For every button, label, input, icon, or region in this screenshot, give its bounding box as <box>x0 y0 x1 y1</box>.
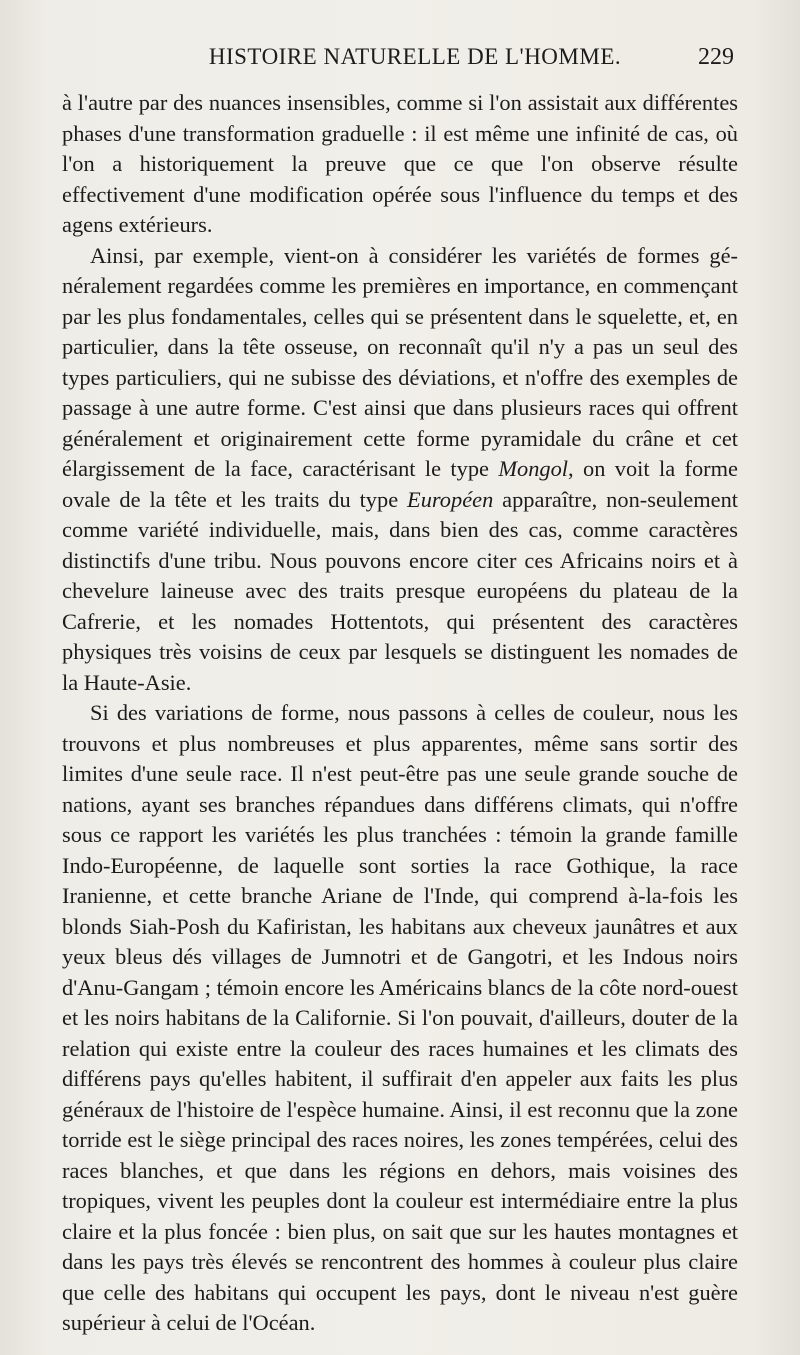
italic-term: Européen <box>407 486 494 512</box>
text-run: apparaître, non-seulement comme variété individuelle, mais, dans bien des cas, comme caractères distinctifs d'une tribu. Nous pouvons encore citer ces Africains noirs et à chevelure laineuse avec des traits presque européens du plateau de la Cafrerie, et les nomades Hottentots, qui présentent des caractères physiques très voisins de ceux par lesquels se distinguent les nomades de la Haute-Asie. <box>62 486 739 695</box>
text-run: à l'autre par des nuances insensibles, comme si l'on assistait aux différentes phases d'une transformation graduelle : il est même une infinité de cas, où l'on a historiquement la preuve que ce que l'on observe résulte effectivement d'une modification opérée sous l'influence du temps et des agens extérieurs. <box>62 90 738 237</box>
page-number: 229 <box>698 44 734 70</box>
running-head <box>62 44 738 80</box>
italic-term: Mongol <box>498 456 569 481</box>
paragraph <box>62 88 738 241</box>
paragraph <box>62 698 738 1339</box>
text-run: , on voit la forme ovale de la tête et les traits du type <box>62 456 738 512</box>
running-title: HISTOIRE NATURELLE DE L'HOMME. <box>208 44 622 69</box>
text-run: Ainsi, par exemple, vient-on à considérer les variétés de formes généralement regardées comme les premières en importance, en commençant par les plus fondamentales, celles qui se présentent dans le squelette, et, en particulier, dans la tête osseuse, on reconnaît qu'il n'y a pas un seul des types particuliers, qui ne subisse des déviations, et n'offre des exemples de passage à une autre forme. C'est ainsi que dans plusieurs races qui offrent généralement et originairement cette forme pyramidale du crâne et cet élargissement de la face, caractérisant le type <box>62 242 738 481</box>
body-text <box>62 88 738 1339</box>
text-run: Si des variations de forme, nous passons à celles de couleur, nous les trouvons et plus nombreuses et plus apparentes, même sans sortir des limites d'une seule race. Il n'est peut-être pas une seule grande souche de nations, ayant ses branches répandues dans différens climats, qui n'offre sous ce rapport les variétés les plus tranchées : témoin la grande famille Indo-Européenne, de laquelle sont sorties la race Gothique, la race Iranienne, et cette branche Ariane de l'Inde, qui comprend à-la-fois les blonds Siah-Posh du Kafiristan, les habitans aux cheveux jaunâtres et aux yeux bleus dés villages de Jumnotri et de Gangotri, et les Indous noirs d'Anu-Gangam ; témoin encore les Américains blancs de la côte nord-ouest et les noirs habitans de la Californie. Si l'on pouvait, d'ailleurs, douter de la relation qui existe entre la couleur des races humaines et les climats des différens pays qu'elles habitent, il suffirait d'en appeler aux faits les plus généraux de l'histoire de l'espèce humaine. Ainsi, il est reconnu que la zone torride est le siège principal des races noires, les zones tempérées, celui des races blanches, et que dans les régions en dehors, mais voisines des tropiques, vivent les peuples dont la couleur est intermédiaire entre la plus claire et la plus foncée : bien plus, on sait que sur les hautes montagnes et dans les pays très élevés se rencontrent des hommes à couleur plus claire que celle des habitans qui occupent les pays, dont le niveau n'est guère supérieur à celui de l'Océan. <box>62 700 738 1335</box>
paragraph <box>62 241 738 699</box>
